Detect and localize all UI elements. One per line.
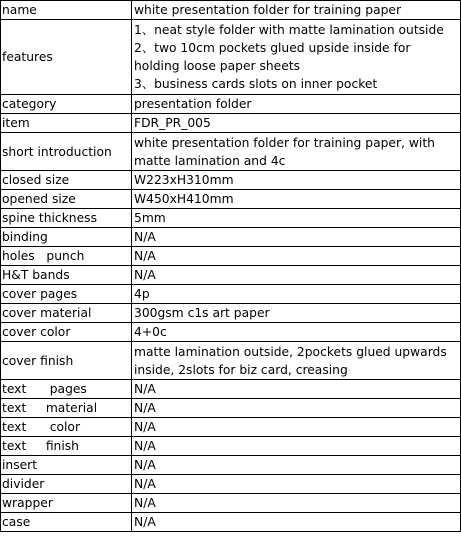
spec-row — [1, 20, 461, 95]
spec-label: binding — [1, 228, 132, 247]
spec-value: N/A — [132, 494, 461, 513]
spec-value: 4p — [132, 285, 461, 304]
spec-row — [1, 228, 461, 247]
spec-row — [1, 114, 461, 133]
spec-label: text finish — [1, 437, 132, 456]
spec-value: N/A — [132, 380, 461, 399]
spec-value: presentation folder — [132, 95, 461, 114]
spec-value: N/A — [132, 399, 461, 418]
spec-row — [1, 513, 461, 532]
spec-row — [1, 190, 461, 209]
spec-value: 300gsm c1s art paper — [132, 304, 461, 323]
spec-table-body — [1, 1, 461, 532]
spec-row — [1, 171, 461, 190]
spec-label: cover color — [1, 323, 132, 342]
spec-row — [1, 456, 461, 475]
spec-row — [1, 380, 461, 399]
spec-value: N/A — [132, 418, 461, 437]
spec-row — [1, 437, 461, 456]
spec-row — [1, 399, 461, 418]
spec-label: case — [1, 513, 132, 532]
spec-label: text material — [1, 399, 132, 418]
spec-label: text pages — [1, 380, 132, 399]
spec-value: W450xH410mm — [132, 190, 461, 209]
spec-row — [1, 285, 461, 304]
spec-row — [1, 266, 461, 285]
spec-row — [1, 304, 461, 323]
spec-value: 1、neat style folder with matte lamination outside 2、two 10cm pockets glued upside inside for holding loose paper sheets 3、business cards slots on inner pocket — [132, 20, 461, 95]
spec-value: N/A — [132, 437, 461, 456]
spec-row — [1, 133, 461, 171]
spec-value: white presentation folder for training paper, with matte lamination and 4c — [132, 133, 461, 171]
spec-label: opened size — [1, 190, 132, 209]
spec-label: cover finish — [1, 342, 132, 380]
spec-value: W223xH310mm — [132, 171, 461, 190]
spec-label: cover pages — [1, 285, 132, 304]
spec-row — [1, 323, 461, 342]
spec-label: closed size — [1, 171, 132, 190]
spec-label: text color — [1, 418, 132, 437]
spec-value: N/A — [132, 475, 461, 494]
spec-label: H&T bands — [1, 266, 132, 285]
spec-value: N/A — [132, 456, 461, 475]
spec-row — [1, 418, 461, 437]
spec-value: FDR_PR_005 — [132, 114, 461, 133]
spec-value: N/A — [132, 513, 461, 532]
spec-row — [1, 95, 461, 114]
spec-row — [1, 342, 461, 380]
spec-label: spine thickness — [1, 209, 132, 228]
spec-label: cover material — [1, 304, 132, 323]
spec-label: features — [1, 20, 132, 95]
spec-value: N/A — [132, 247, 461, 266]
spec-label: holes punch — [1, 247, 132, 266]
spec-label: wrapper — [1, 494, 132, 513]
spec-label: divider — [1, 475, 132, 494]
spec-row — [1, 209, 461, 228]
spec-row — [1, 1, 461, 20]
spec-value: white presentation folder for training paper — [132, 1, 461, 20]
spec-label: insert — [1, 456, 132, 475]
spec-value: N/A — [132, 228, 461, 247]
spec-value: matte lamination outside, 2pockets glued upwards inside, 2slots for biz card, creasing — [132, 342, 461, 380]
spec-row — [1, 247, 461, 266]
spec-label: short introduction — [1, 133, 132, 171]
spec-label: name — [1, 1, 132, 20]
spec-value: 4+0c — [132, 323, 461, 342]
spec-value: N/A — [132, 266, 461, 285]
spec-label: category — [1, 95, 132, 114]
spec-row — [1, 475, 461, 494]
spec-row — [1, 494, 461, 513]
spec-label: item — [1, 114, 132, 133]
spec-value: 5mm — [132, 209, 461, 228]
